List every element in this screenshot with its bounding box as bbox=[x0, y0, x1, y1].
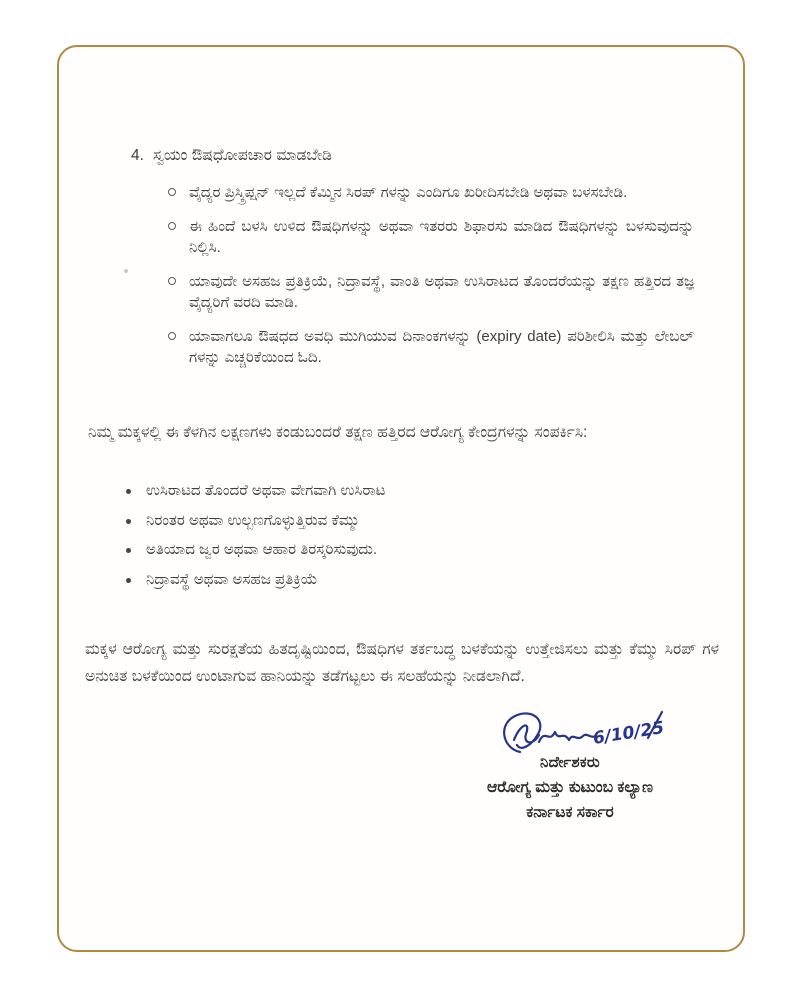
dot-bullet-icon bbox=[126, 548, 131, 553]
symptom-text: ಉಸಿರಾಟದ ತೊಂದರೆ ಅಥವಾ ವೇಗವಾಗಿ ಉಸಿರಾಟ bbox=[146, 482, 386, 499]
symptom-text: ನಿದ್ರಾವಸ್ಥೆ ಅಥವಾ ಅಸಹಜ ಪ್ರತಿಕ್ರಿಯೆ bbox=[146, 570, 318, 588]
item4-heading bbox=[131, 147, 332, 165]
list-item bbox=[168, 216, 694, 258]
dot-bullet-icon bbox=[126, 519, 131, 524]
list-item bbox=[126, 542, 646, 559]
sub-point-text: ಈ ಹಿಂದೆ ಬಳಸಿ ಉಳಿದ ಔಷಧಿಗಳನ್ನು ಅಥವಾ ಇತರರು ಶಿಫಾರಸು ಮಾಡಿದ ಔಷಧಿಗಳನ್ನು ಬಳಸುವುದನ್ನು ನಿಲ್ಲಿಸಿ. bbox=[189, 218, 694, 256]
list-item bbox=[126, 513, 646, 530]
signature-date: 6/10/25 bbox=[591, 717, 666, 749]
signature-loop bbox=[504, 713, 540, 752]
symptom-text: ನಿರಂತರ ಅಥವಾ ಉಲ್ಬಣಗೊಳ್ಳುತ್ತಿರುವ ಕೆಮ್ಮು bbox=[146, 511, 360, 529]
item4-number: 4. bbox=[131, 147, 144, 164]
sub-point-text: ಯಾವಾಗಲೂ ಔಷಧದ ಅವಧಿ ಮುಗಿಯುವ ದಿನಾಂಕಗಳನ್ನು (expiry date) ಪರಿಶೀಲಿಸಿ ಮತ್ತು ಲೇಬಲ್ ಗಳನ್ನು ಎಚ್ಚರಿಕೆಯಿಂದ ಓದಿ. bbox=[189, 328, 694, 366]
list-item bbox=[168, 271, 694, 313]
list-item bbox=[126, 483, 646, 500]
signature-scribble bbox=[514, 725, 539, 742]
signatory-government: ಕರ್ನಾಟಕ ಸರ್ಕಾರ bbox=[526, 804, 614, 821]
dot-bullet-icon bbox=[126, 578, 131, 583]
list-item bbox=[168, 182, 694, 203]
circle-bullet-icon bbox=[168, 332, 176, 340]
sub-point-text: ಯಾವುದೇ ಅಸಹಜ ಪ್ರತಿಕ್ರಿಯೆ, ನಿದ್ರಾವಸ್ಥೆ, ವಾಂತಿ ಅಥವಾ ಉಸಿರಾಟದ ತೊಂದರೆಯನ್ನು ತಕ್ಷಣ ಹತ್ತಿರದ ತಜ್ಞ ವೈದ್ಯರಿಗೆ ವರದಿ ಮಾಡಿ. bbox=[189, 273, 694, 311]
item4-sub-points bbox=[168, 182, 694, 381]
symptoms-list bbox=[126, 483, 646, 601]
signature-wave bbox=[539, 732, 596, 742]
circle-bullet-icon bbox=[168, 188, 176, 196]
symptoms-intro-paragraph: ನಿಮ್ಮ ಮಕ್ಕಳಲ್ಲಿ ಈ ಕೆಳಗಿನ ಲಕ್ಷಣಗಳು ಕಂಡುಬಂದರೆ ತಕ್ಷಣ ಹತ್ತಿರದ ಆರೋಗ್ಯ ಕೇಂದ್ರಗಳನ್ನು ಸಂಪರ್ಕಿಸಿ: bbox=[88, 424, 588, 441]
list-item bbox=[126, 572, 646, 589]
list-item bbox=[168, 326, 694, 368]
symptom-text: ಅತಿಯಾದ ಜ್ವರ ಅಥವಾ ಆಹಾರ ತಿರಸ್ಕರಿಸುವುದು. bbox=[146, 541, 378, 558]
circle-bullet-icon bbox=[168, 222, 176, 230]
closing-paragraph: ಮಕ್ಕಳ ಆರೋಗ್ಯ ಮತ್ತು ಸುರಕ್ಷತೆಯ ಹಿತದೃಷ್ಟಿಯಿಂದ, ಔಷಧಿಗಳ ತರ್ಕಬದ್ಧ ಬಳಕೆಯನ್ನು ಉತ್ತೇಜಿಸಲು ಮತ್ತು ಕೆಮ್ಮು ಸಿರಪ್ ಗಳ ಅನುಚಿತ ಬಳಕೆಯಿಂದ ಉಂಟಾಗುವ ಹಾನಿಯನ್ನು ತಡೆಗಟ್ಟಲು ಈ ಸಲಹೆಯನ್ನು ನೀಡಲಾಗಿದೆ. bbox=[85, 641, 719, 685]
sub-point-text: ವೈದ್ಯರ ಪ್ರಿಸ್ಕ್ರಿಪ್ಷನ್ ಇಲ್ಲದೆ ಕೆಮ್ಮಿನ ಸಿರಪ್ ಗಳನ್ನು ಎಂದಿಗೂ ಖರೀದಿಸಬೇಡಿ ಅಥವಾ ಬಳಸಬೇಡಿ. bbox=[189, 184, 628, 201]
signatory-designation: ನಿರ್ದೇಶಕರು bbox=[540, 754, 600, 771]
item4-title: ಸ್ವಯಂ ಔಷಧೋಪಚಾರ ಮಾಡಬೇಡಿ bbox=[152, 147, 332, 164]
scan-artifact-speck bbox=[124, 269, 128, 273]
signatory-department: ಆರೋಗ್ಯ ಮತ್ತು ಕುಟುಂಬ ಕಲ್ಯಾಣ bbox=[487, 779, 653, 796]
dot-bullet-icon bbox=[126, 489, 131, 494]
circle-bullet-icon bbox=[168, 277, 176, 285]
signature-block bbox=[420, 708, 720, 828]
handwritten-signature bbox=[490, 708, 690, 760]
